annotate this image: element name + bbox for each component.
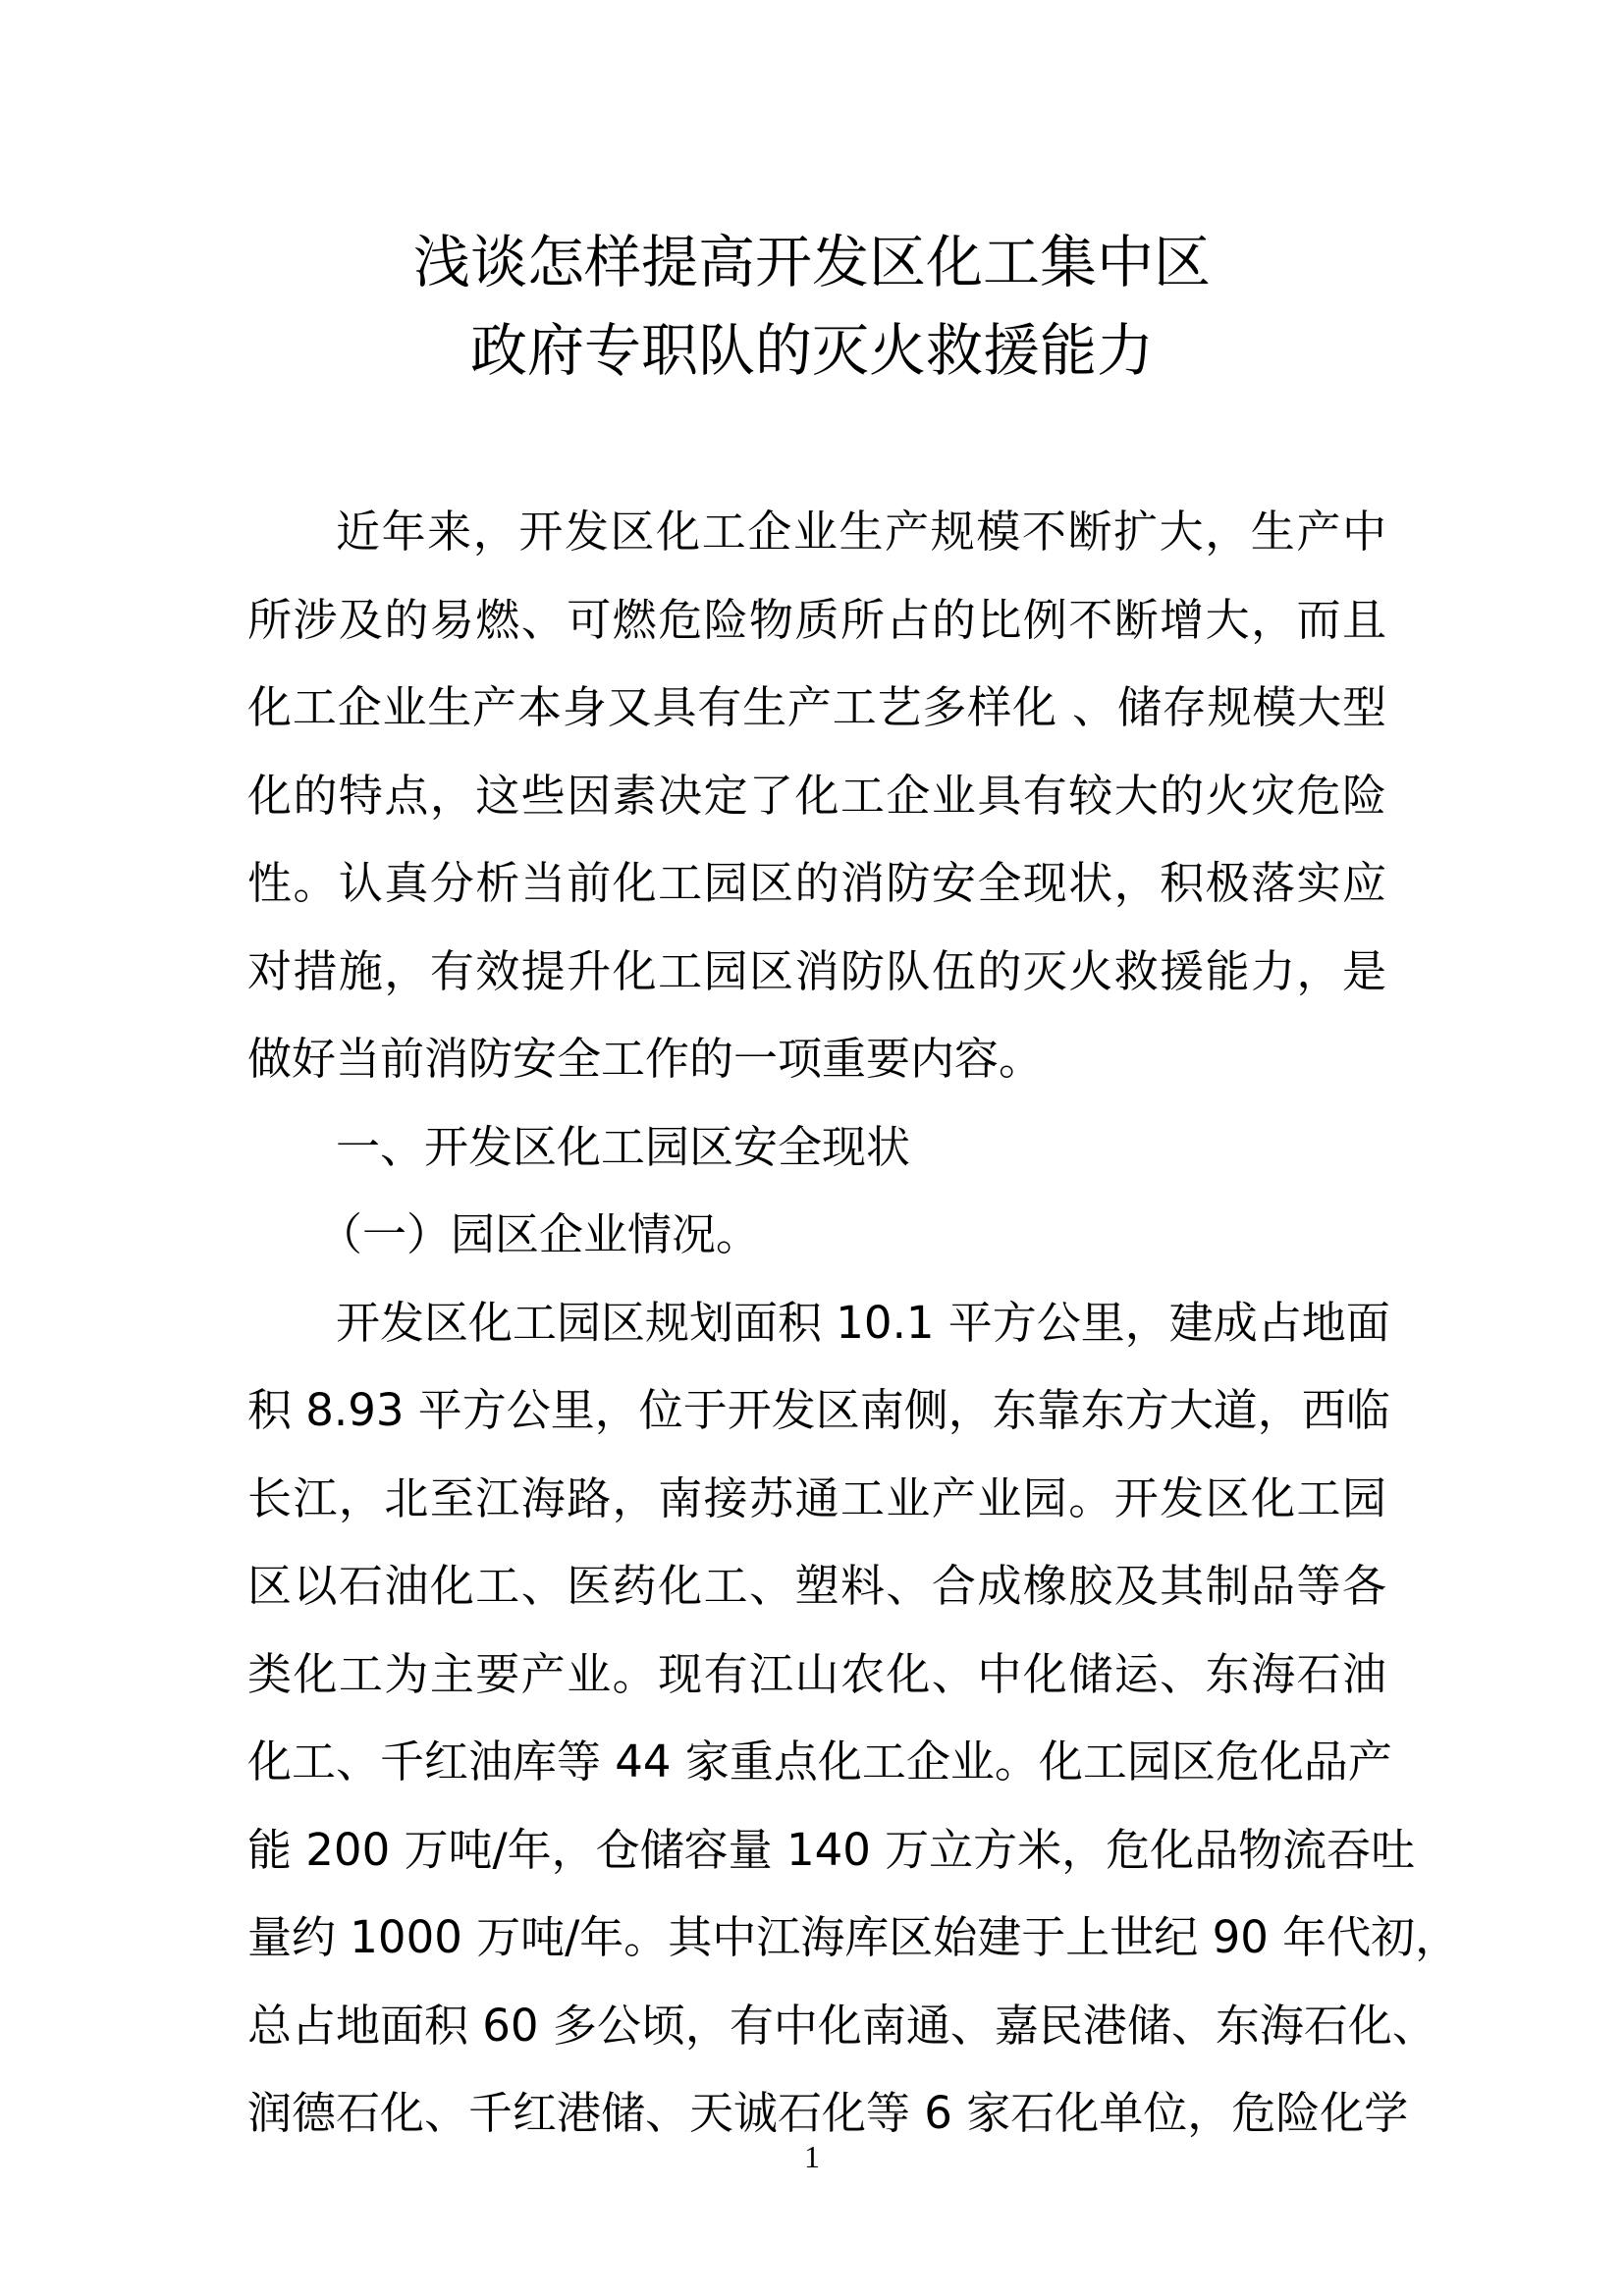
paragraph-line: 量约 1000 万吨/年。其中江海库区始建于上世纪 90 年代初， bbox=[247, 1911, 1460, 1963]
paragraph-line: 类化工为主要产业。现有江山农化、中化储运、东海石油 bbox=[247, 1647, 1386, 1700]
section-heading: 一、开发区化工园区安全现状 bbox=[336, 1120, 911, 1173]
paragraph-line: 开发区化工园区规划面积 10.1 平方公里，建成占地面 bbox=[336, 1296, 1390, 1349]
paragraph-line: 对措施，有效提升化工园区消防队伍的灭火救援能力，是 bbox=[247, 944, 1386, 997]
paragraph-line: 化工、千红油库等 44 家重点化工企业。化工园区危化品产 bbox=[247, 1735, 1392, 1788]
paragraph-line: 化工企业生产本身又具有生产工艺多样化 、储存规模大型 bbox=[247, 681, 1386, 733]
subsection-heading: （一）园区企业情况。 bbox=[318, 1208, 761, 1260]
paragraph-line: 积 8.93 平方公里，位于开发区南侧，东靠东方大道，西临 bbox=[247, 1384, 1390, 1436]
paragraph-line: 润德石化、千红港储、天诚石化等 6 家石化单位，危险化学 bbox=[247, 2087, 1409, 2139]
paragraph-line: 总占地面积 60 多公顷，有中化南通、嘉民港储、东海石化、 bbox=[247, 1999, 1436, 2052]
paragraph-line: 区以石油化工、医药化工、塑料、合成橡胶及其制品等各 bbox=[247, 1560, 1386, 1612]
paragraph-line: 化的特点，这些因素决定了化工企业具有较大的火灾危险 bbox=[247, 769, 1386, 822]
paragraph-line: 能 200 万吨/年，仓储容量 140 万立方米，危化品物流吞吐 bbox=[247, 1823, 1416, 1876]
paragraph-line: 近年来，开发区化工企业生产规模不断扩大，生产中 bbox=[336, 506, 1386, 558]
paragraph-line: 做好当前消防安全工作的一项重要内容。 bbox=[247, 1033, 1044, 1085]
document-title-line-1: 浅谈怎样提高开发区化工集中区 bbox=[412, 229, 1211, 295]
document-title-line-2: 政府专职队的灭火救援能力 bbox=[469, 317, 1154, 384]
paragraph-line: 所涉及的易燃、可燃危险物质所占的比例不断增大，而且 bbox=[247, 593, 1386, 646]
page-number: 1 bbox=[804, 2139, 820, 2174]
paragraph-line: 性。认真分析当前化工园区的消防安全现状，积极落实应 bbox=[247, 857, 1386, 909]
paragraph-line: 长江，北至江海路，南接苏通工业产业园。开发区化工园 bbox=[247, 1471, 1386, 1524]
document-body bbox=[247, 488, 1460, 2158]
